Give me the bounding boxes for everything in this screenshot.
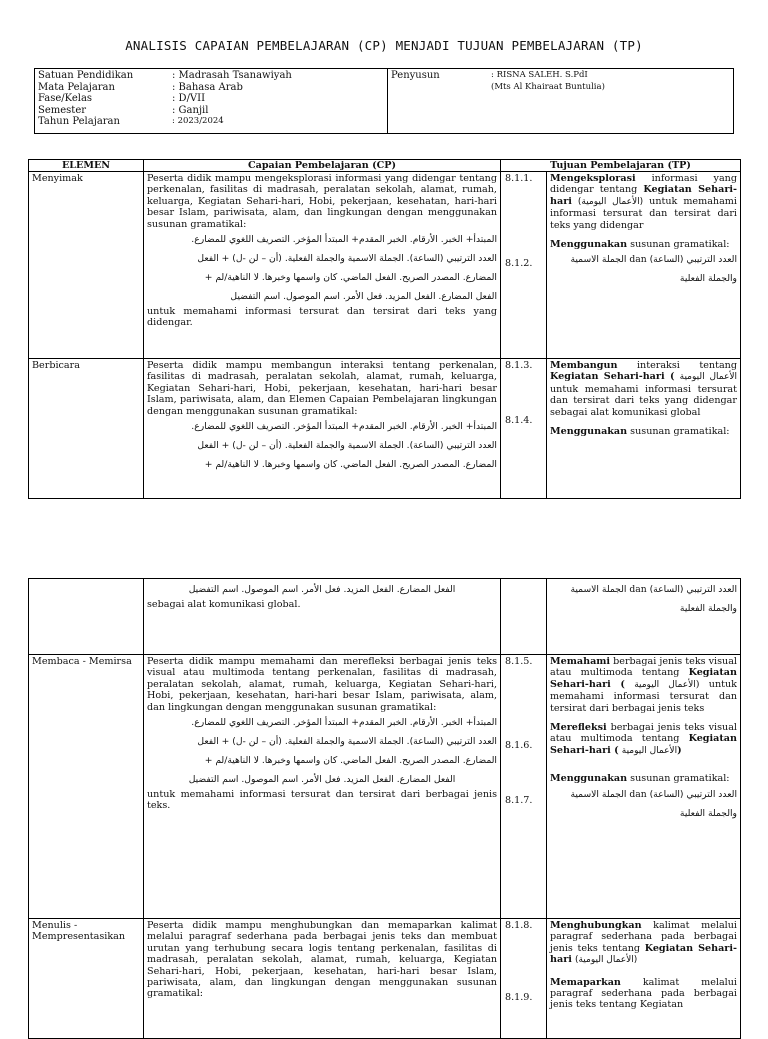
- cp-arabic-line: الفعل المضارع. الفعل المزيد. فعل الأمر. اسم الموصول. اسم التفضيل: [188, 774, 456, 786]
- tp-item: [550, 360, 737, 418]
- cp-text: Peserta didik mampu membangun interaksi tentang perkenalan, fasilitas di madrasah, peralatan sekolah, alamat, rumah, keluarga, Kegiatan Sehari-hari, Hobi, pekerjaan, kesehatan, hari-hari besar Islam, pariwisata, alam, dan Elemen Capaian Pembelajaran lingkungan dengan menggunakan susunan gramatikal:: [147, 360, 497, 417]
- table-header-row: [29, 160, 741, 172]
- tp-text: susunan gramatikal:: [627, 773, 730, 785]
- cp-text: Peserta didik mampu mengeksplorasi informasi yang didengar tentang perkenalan, fasilitas di madrasah, peralatan sekolah, alamat, rumah, keluarga, Kegiatan Sehari-hari, Hobi, pekerjaan, kesehatan, hari-hari besar Islam, pariwisata, alam, dan lingkungan dengan menggunakan susunan gramatikal:: [147, 173, 497, 230]
- tp-number-cell: [501, 579, 547, 655]
- table-row: [29, 172, 741, 359]
- cp-arabic-line: المضارع. المصدر الصريح. الفعل الماضي. كان واسمها وخبرها. لا الناهية/لم +: [204, 755, 497, 767]
- tp-dan: dan: [629, 584, 647, 595]
- info-label: Penyusun: [391, 70, 440, 81]
- cp-arabic-line: المضارع. المصدر الصريح. الفعل الماضي. كان واسمها وخبرها. لا الناهية/لم +: [204, 459, 497, 471]
- tp-verb: Menggunakan: [550, 426, 628, 438]
- cp-text-end: untuk memahami informasi tersurat dan tersirat dari teks yang didengar.: [147, 306, 497, 329]
- info-row: [38, 70, 388, 82]
- tp-arabic: الجملة الاسمية: [570, 788, 627, 800]
- header-cp: Capaian Pembelajaran (CP): [144, 160, 501, 172]
- tp-text: informasi yang didengar tentang: [550, 173, 737, 196]
- tp-number-cell: [501, 919, 547, 1039]
- tp-text: interaksi tentang: [617, 360, 737, 371]
- tp-number-cell: [501, 172, 547, 359]
- tp-arabic: الأعمال اليومية: [679, 372, 737, 383]
- tp-number: 8.1.7.: [505, 794, 533, 806]
- author-name: : RISNA SALEH. S.PdI: [491, 70, 588, 80]
- tp-topic: Kegiatan Sehari-hari (: [550, 371, 675, 383]
- cp-arabic-line: العدد الترتيبي (الساعة). الجملة الاسمية والجملة الفعلية. (أن – لن -ل) + الفعل: [197, 440, 497, 452]
- tp-topic: Kegiatan Sehari-hari (: [550, 733, 737, 756]
- cp-cell: [144, 359, 501, 499]
- tp-arabic: الأعمال اليومية: [634, 679, 696, 690]
- tp-text: ) untuk memahami informasi tersurat dan tersirat dari berbagai jenis teks: [550, 678, 737, 714]
- tp-number: 8.1.2.: [505, 258, 533, 270]
- tp-number: 8.1.9.: [505, 992, 533, 1004]
- cp-text: Peserta didik mampu memahami dan merefleksi berbagai jenis teks visual atau multimoda tentang perkenalan, fasilitas di madrasah, peralatan sekolah, alamat, rumah, keluarga, Kegiatan Sehari-hari, Hobi, pekerjaan, kesehatan, hari-hari besar Islam, pariwisata, alam, dan lingkungan dengan menggunakan susunan gramatikal:: [147, 656, 497, 713]
- info-row: [38, 105, 388, 117]
- tp-item: [550, 173, 737, 231]
- tp-dan: dan: [629, 254, 647, 266]
- header-elemen: ELEMEN: [29, 160, 144, 172]
- tp-arabic: الجملة الاسمية: [570, 254, 627, 266]
- cp-cell: [144, 172, 501, 359]
- header-tp: Tujuan Pembelajaran (TP): [501, 160, 741, 172]
- tp-text: berbagai jenis teks visual atau multimoda tentang: [550, 722, 737, 745]
- tp-number: 8.1.8.: [505, 920, 533, 931]
- tp-number-cell: [501, 359, 547, 499]
- tp-item: [550, 426, 737, 437]
- info-value: : Ganjil: [172, 104, 209, 116]
- cp-tp-table-continued: [28, 578, 741, 1039]
- tp-arabic: (الأعمال اليومية): [574, 955, 638, 966]
- cp-text-end: untuk memahami informasi tersurat dan tersirat dari berbagai jenis teks.: [147, 789, 497, 812]
- tp-arabic: الجملة الاسمية: [570, 584, 627, 595]
- elemen-cell: Membaca - Memirsa: [29, 655, 144, 919]
- tp-verb: Memaparkan: [550, 976, 621, 988]
- info-row: [391, 70, 731, 82]
- info-label: Satuan Pendidikan: [38, 70, 134, 81]
- tp-arabic-line: والجملة الفعلية: [679, 273, 737, 285]
- tp-arabic: العدد الترتيبي (الساعة): [649, 584, 737, 595]
- info-value: : D/VII: [172, 93, 206, 105]
- info-row: [391, 82, 731, 94]
- elemen-cell: Menulis - Mempresentasikan: [29, 919, 144, 1039]
- tp-item: [550, 920, 737, 967]
- cp-arabic-line: المضارع. المصدر الصريح. الفعل الماضي. كان واسمها وخبرها. لا الناهية/لم +: [204, 272, 497, 284]
- info-row: [38, 116, 388, 128]
- tp-number-cell: [501, 655, 547, 919]
- cp-cell: [144, 919, 501, 1039]
- cp-arabic-line: العدد الترتيبي (الساعة). الجملة الاسمية والجملة الفعلية. (أن – لن -ل) + الفعل: [197, 736, 497, 748]
- cp-arabic-line: الفعل المضارع. الفعل المزيد. فعل الأمر. اسم الموصول. اسم التفضيل: [230, 291, 497, 303]
- tp-arabic: العدد الترتيبي (الساعة): [649, 254, 737, 266]
- tp-arabic-line: [550, 580, 737, 599]
- cp-arabic-line: المبتدأ+ الخبر. الأرقام. الخبر المقدم+ المبتدأ المؤخر. التصريف اللغوي للمضارع.: [191, 234, 497, 246]
- cp-cell: [144, 579, 501, 655]
- tp-arabic: الأعمال اليومية: [621, 745, 678, 756]
- info-box: [34, 68, 734, 134]
- cp-arabic-line: العدد الترتيبي (الساعة). الجملة الاسمية والجملة الفعلية. (أن – لن -ل) + الفعل: [197, 253, 497, 265]
- tp-verb: Mengeksplorasi: [550, 173, 636, 184]
- info-right: [391, 70, 731, 93]
- info-label: Semester: [38, 104, 87, 116]
- tp-topic: Kegiatan Sehari-hari: [550, 184, 737, 207]
- table-row: [29, 919, 741, 1039]
- tp-text: kalimat melalui paragraf sederhana pada berbagai jenis teks tentang Kegiatan: [550, 976, 737, 1011]
- tp-text: untuk memahami informasi tersurat dan tersirat dari teks yang didengar sebagai alat komunikasi global: [550, 383, 737, 418]
- cp-arabic-line: المبتدأ+ الخبر. الأرقام. الخبر المقدم+ المبتدأ المؤخر. التصريف اللغوي للمضارع.: [191, 717, 497, 729]
- cp-cell: [144, 655, 501, 919]
- elemen-cell: Menyimak: [29, 172, 144, 359]
- tp-text: susunan gramatikal:: [627, 426, 730, 438]
- tp-number: 8.1.3.: [505, 360, 533, 371]
- tp-item: [550, 773, 737, 784]
- tp-cell: [547, 919, 741, 1039]
- info-value: : 2023/2024: [172, 116, 224, 127]
- tp-item: [550, 722, 737, 757]
- tp-item: [550, 239, 737, 250]
- tp-item: [550, 977, 737, 1011]
- info-spacer: [391, 82, 491, 94]
- info-divider: [387, 69, 388, 133]
- tp-text: kalimat melalui paragraf sederhana pada berbagai jenis teks tentang: [550, 920, 737, 954]
- cp-text: Peserta didik mampu menghubungkan dan memaparkan kalimat melalui paragraf sederhana pada berbagai jenis teks dan membuat urutan yang terhubung secara logis tentang perkenalan, fasilitas di madrasah, peralatan sekolah, alamat, rumah, keluarga, Kegiatan Sehari-hari, Hobi, pekerjaan, kesehatan, hari-hari besar Islam, pariwisata, alam, dan lingkungan dengan menggunakan susunan gramatikal:: [147, 920, 497, 1000]
- cp-tp-table: [28, 159, 741, 499]
- info-value: : Madrasah Tsanawiyah: [172, 70, 292, 81]
- tp-cell: [547, 655, 741, 919]
- author-school: (Mts Al Khairaat Buntulia): [491, 81, 605, 92]
- table-row: [29, 579, 741, 655]
- tp-verb: Merefleksi: [550, 722, 607, 734]
- tp-arabic-line: [550, 785, 737, 804]
- info-label: Mata Pelajaran: [38, 81, 115, 93]
- tp-verb: Menggunakan: [550, 773, 628, 785]
- tp-text: berbagai jenis teks visual atau multimoda tentang: [550, 656, 737, 679]
- cp-arabic-line: الفعل المضارع. الفعل المزيد. فعل الأمر. اسم الموصول. اسم التفضيل: [188, 584, 456, 595]
- elemen-cell: Berbicara: [29, 359, 144, 499]
- tp-text: untuk memahami informasi tersurat dan tersirat dari teks yang didengar: [550, 195, 737, 231]
- info-row: [38, 82, 388, 94]
- tp-verb: Menghubungkan: [550, 920, 642, 931]
- tp-verb: Memahami: [550, 656, 611, 667]
- tp-number: 8.1.6.: [505, 740, 533, 752]
- tp-paren: ): [677, 744, 682, 756]
- tp-text: susunan gramatikal:: [627, 239, 730, 251]
- tp-topic: Kegiatan Sehari-hari (: [550, 667, 737, 690]
- cp-text-end: sebagai alat komunikasi global.: [147, 599, 301, 610]
- tp-cell: [547, 172, 741, 359]
- info-left: [38, 70, 388, 128]
- tp-arabic: (الأعمال اليومية): [577, 196, 644, 207]
- tp-number: 8.1.5.: [505, 656, 533, 667]
- tp-verb: Menggunakan: [550, 239, 628, 251]
- table-row: [29, 359, 741, 499]
- tp-cell: [547, 359, 741, 499]
- tp-dan: dan: [629, 788, 647, 800]
- tp-number: 8.1.4.: [505, 415, 533, 427]
- info-value: : Bahasa Arab: [172, 81, 243, 93]
- tp-arabic: العدد الترتيبي (الساعة): [649, 788, 737, 800]
- tp-topic: Kegiatan Sehari-hari: [550, 942, 737, 966]
- cp-arabic-line: المبتدأ+ الخبر. الأرقام. الخبر المقدم+ المبتدأ المؤخر. التصريف اللغوي للمضارع.: [191, 421, 497, 433]
- document-title: ANALISIS CAPAIAN PEMBELAJARAN (CP) MENJADI TUJUAN PEMBELAJARAN (TP): [125, 38, 643, 53]
- elemen-cell: [29, 579, 144, 655]
- info-row: [38, 93, 388, 105]
- info-label: Tahun Pelajaran: [38, 116, 120, 128]
- tp-number: 8.1.1.: [505, 173, 533, 184]
- tp-cell: [547, 579, 741, 655]
- info-label: Fase/Kelas: [38, 93, 93, 105]
- tp-arabic-line: والجملة الفعلية: [679, 807, 737, 819]
- tp-arabic-line: والجملة الفعلية: [679, 603, 737, 614]
- tp-verb: Membangun: [550, 360, 618, 371]
- tp-item: [550, 656, 737, 714]
- table-row: [29, 655, 741, 919]
- tp-arabic-line: [550, 250, 737, 269]
